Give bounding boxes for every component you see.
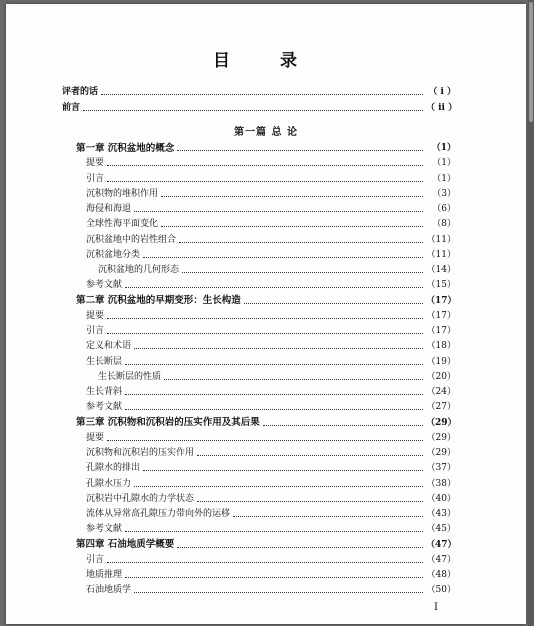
entry-page: （29） (426, 432, 456, 443)
dot-leader (125, 364, 423, 365)
entry-page: （29） (426, 417, 457, 428)
page-folio: I (434, 602, 438, 613)
dot-leader (197, 501, 423, 502)
document-page (6, 4, 526, 624)
page-title: 目 录 (213, 51, 319, 71)
dot-leader (107, 333, 423, 334)
dot-leader (244, 303, 423, 304)
toc-entry-section[interactable] (76, 507, 456, 522)
entry-page: （8） (432, 219, 456, 230)
dot-leader (107, 181, 423, 182)
entry-page: （47） (426, 554, 456, 565)
entry-page: （29） (426, 448, 456, 459)
part-heading: 第一篇 总 论 (234, 127, 298, 138)
toc-entry-section[interactable] (76, 278, 456, 293)
toc-entry-section[interactable] (76, 553, 456, 568)
dot-leader (134, 486, 423, 487)
toc-entry-section[interactable] (76, 492, 456, 507)
entry-page: （27） (426, 402, 456, 413)
entry-label: 沉积物的堆积作用 (86, 188, 159, 199)
vertical-scrollbar[interactable] (528, 0, 534, 626)
front-matter (62, 84, 456, 116)
dot-leader (177, 150, 423, 151)
entry-label: 沉积物和沉积岩的压实作用 (86, 448, 195, 459)
entry-page: （20） (426, 371, 456, 382)
entry-label: 沉积盆地分类 (86, 249, 141, 260)
entry-label: 流体从异常高孔隙压力带向外的运移 (86, 509, 231, 520)
dot-leader (125, 409, 423, 410)
dot-leader (125, 394, 423, 395)
entry-label: 沉积盆地中的岩性组合 (86, 234, 177, 245)
dot-leader (143, 470, 423, 471)
entry-page: （45） (426, 524, 456, 535)
dot-leader (164, 379, 423, 380)
dot-leader (107, 318, 423, 319)
entry-label: 参考文献 (86, 402, 123, 413)
entry-page: （15） (426, 280, 456, 291)
entry-label: 地质推理 (86, 570, 123, 581)
entry-page: （43） (426, 509, 456, 520)
entry-label: 全球性海平面变化 (86, 219, 159, 230)
entry-page: （40） (426, 493, 456, 504)
entry-page: （3） (432, 188, 456, 199)
entry-page: （ i ） (428, 86, 456, 97)
toc-entry-front-1[interactable] (62, 100, 456, 116)
entry-label: 参考文献 (86, 524, 123, 535)
toc-entry-section[interactable] (76, 202, 456, 217)
entry-page: （1） (431, 143, 456, 154)
entry-page: （50） (426, 585, 456, 596)
dot-leader (197, 455, 423, 456)
entry-page: （6） (432, 204, 456, 215)
entry-page: （1） (432, 173, 456, 184)
entry-label: 第三章 沉积物和沉积岩的压实作用及其后果 (76, 417, 260, 429)
entry-label: 海侵和海退 (86, 204, 132, 215)
dot-leader (177, 547, 423, 548)
toc-entry-section[interactable] (76, 461, 456, 476)
dot-leader (107, 165, 423, 166)
entry-label: 沉积岩中孔隙水的力学状态 (86, 493, 195, 504)
entry-label: 引言 (86, 554, 105, 565)
toc-entry-subsection[interactable] (76, 263, 456, 278)
toc-entry-section[interactable] (76, 446, 456, 461)
dot-leader (233, 516, 423, 517)
toc-entry-section[interactable] (76, 355, 456, 370)
entry-label: 第二章 沉积盆地的早期变形：生长构造 (76, 295, 241, 307)
toc-entry-section[interactable] (76, 217, 456, 232)
dot-leader (107, 562, 423, 563)
entry-label: 引言 (86, 173, 105, 184)
entry-label: 石油地质学 (86, 585, 132, 596)
entry-page: （17） (426, 295, 457, 306)
toc-entry-section[interactable] (76, 248, 456, 263)
entry-page: （19） (426, 356, 456, 367)
dot-leader (182, 272, 423, 273)
entry-label: 前言 (62, 102, 81, 113)
dot-leader (107, 440, 423, 441)
entry-page: （38） (426, 478, 456, 489)
dot-leader (125, 531, 423, 532)
dot-leader (125, 577, 423, 578)
toc-entry-front-0[interactable] (62, 84, 456, 100)
entry-page: （11） (426, 249, 456, 260)
entry-page: （11） (426, 234, 456, 245)
toc-entry-section[interactable] (76, 568, 456, 583)
toc-entry-section[interactable] (76, 431, 456, 446)
toc-entry-section[interactable] (76, 324, 456, 339)
toc-entry-section[interactable] (76, 172, 456, 187)
entry-page: （1） (432, 158, 456, 169)
scroll-thumb[interactable] (529, 2, 533, 122)
toc-entry-subsection[interactable] (76, 370, 456, 385)
toc-entry-section[interactable] (76, 477, 456, 492)
dot-leader (161, 196, 423, 197)
dot-leader (179, 242, 423, 243)
toc-entry-section[interactable] (76, 400, 456, 415)
entry-label: 孔隙水压力 (86, 478, 132, 489)
entry-label: 第一章 沉积盆地的概念 (76, 142, 175, 154)
entry-label: 引言 (86, 326, 105, 337)
toc-entry-section[interactable] (76, 309, 456, 324)
toc-entry-section[interactable] (76, 385, 456, 400)
entry-page: （18） (426, 341, 456, 352)
toc-entry-chapter[interactable] (76, 294, 456, 309)
entry-label: 参考文献 (86, 280, 123, 291)
entry-page: （47） (426, 539, 457, 550)
dot-leader (83, 110, 423, 111)
dot-leader (143, 257, 423, 258)
dot-leader (134, 592, 423, 593)
entry-page: （24） (426, 387, 456, 398)
entry-label: 第四章 石油地质学概要 (76, 539, 175, 551)
toc-entry-chapter[interactable] (76, 538, 456, 553)
entry-label: 沉积盆地的几何形态 (98, 265, 180, 276)
entry-label: 提要 (86, 310, 105, 321)
entry-page: （37） (426, 463, 456, 474)
entry-page: （17） (426, 326, 456, 337)
entry-label: 提要 (86, 432, 105, 443)
entry-label: 生长背斜 (86, 387, 123, 398)
table-of-contents (76, 141, 456, 599)
entry-page: （14） (426, 265, 456, 276)
toc-entry-section[interactable] (76, 156, 456, 171)
entry-label: 孔隙水的排出 (86, 463, 141, 474)
dot-leader (134, 211, 423, 212)
dot-leader (101, 94, 423, 95)
toc-entry-section[interactable] (76, 583, 456, 598)
entry-page: （17） (426, 310, 456, 321)
toc-entry-section[interactable] (76, 522, 456, 537)
entry-label: 评者的话 (62, 86, 99, 97)
entry-label: 生长断层的性质 (98, 371, 162, 382)
toc-entry-section[interactable] (76, 339, 456, 354)
dot-leader (125, 287, 423, 288)
dot-leader (161, 226, 423, 227)
toc-entry-section[interactable] (76, 233, 456, 248)
toc-entry-chapter[interactable] (76, 141, 456, 156)
entry-label: 定义和术语 (86, 341, 132, 352)
entry-page: （ ii ） (426, 102, 458, 113)
entry-label: 提要 (86, 158, 105, 169)
dot-leader (134, 348, 423, 349)
entry-page: （48） (426, 570, 456, 581)
dot-leader (263, 425, 423, 426)
entry-label: 生长断层 (86, 356, 123, 367)
toc-entry-chapter[interactable] (76, 416, 456, 431)
toc-entry-section[interactable] (76, 187, 456, 202)
